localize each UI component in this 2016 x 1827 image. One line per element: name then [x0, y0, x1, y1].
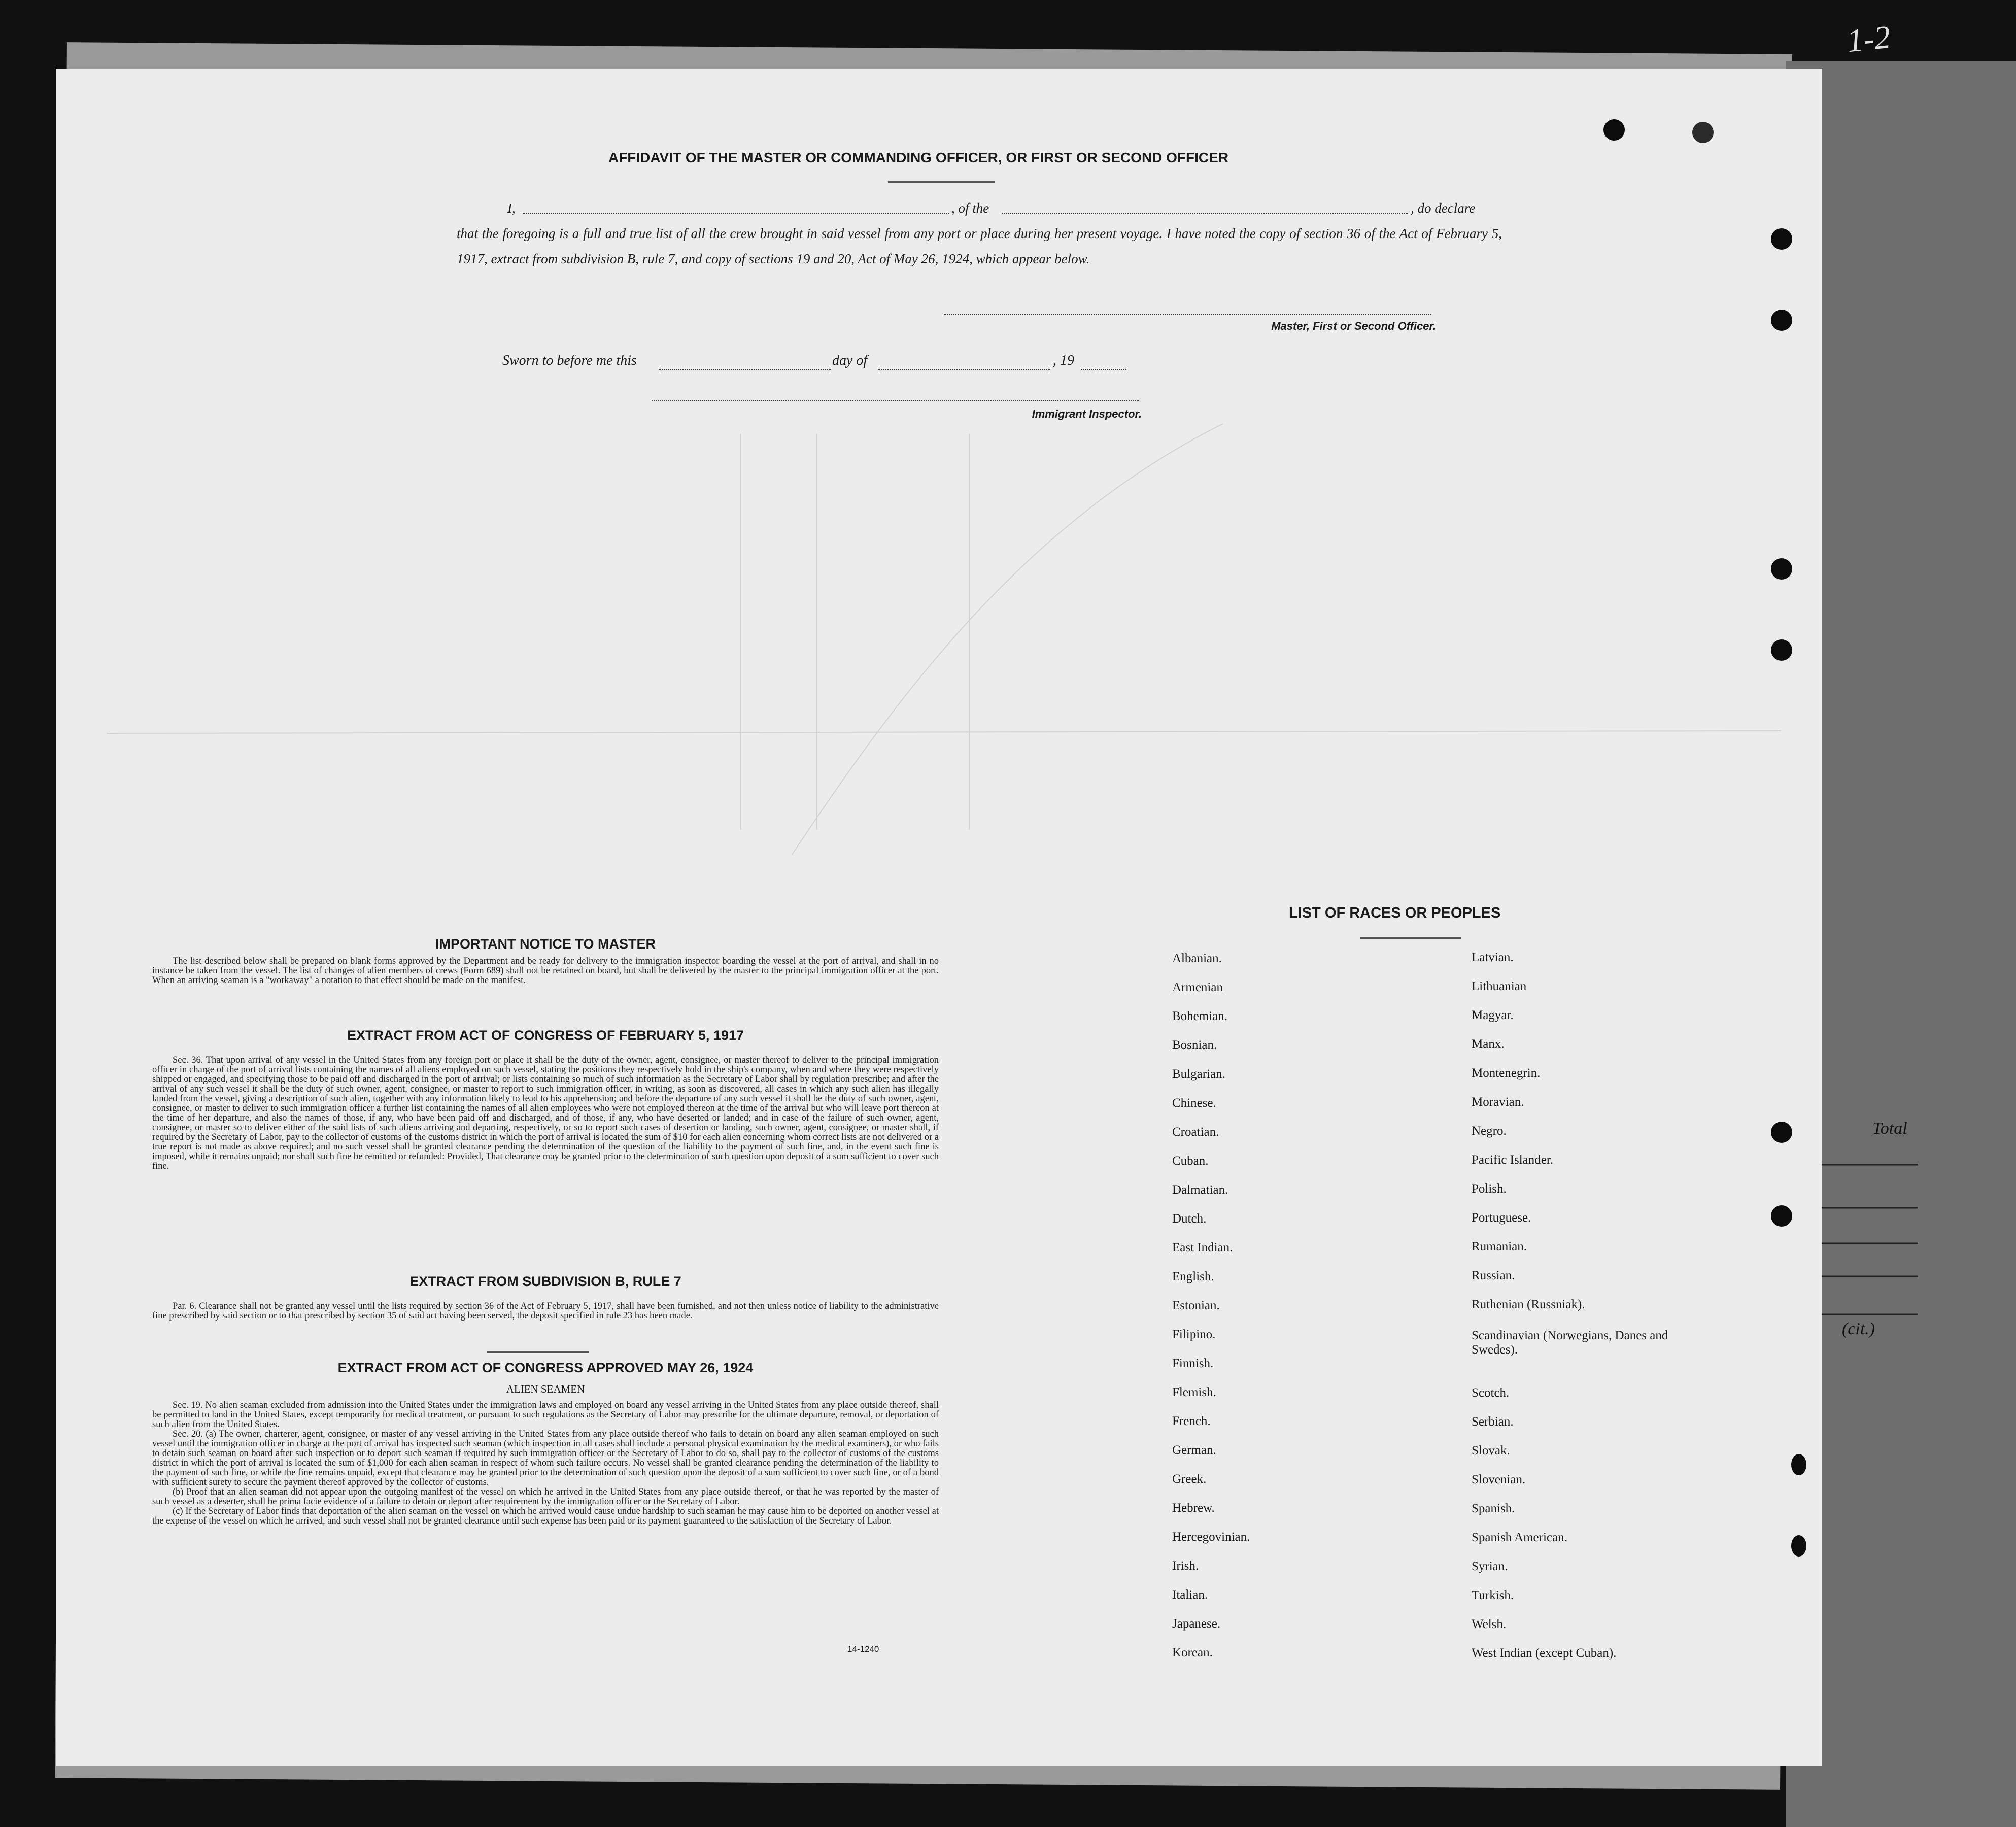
day-of-label: day of [832, 353, 868, 368]
sec-20b-text: (b) Proof that an alien seaman did not appear upon the outgoing manifest of the vessel on which he arrived in the United States from any place outside thereof, or that he was reported by the master of such vessel as a deserter, shall be prima facie evidence of a failure to detain or deport after requirement by the immigration officer or the Secretary of Labor. [152, 1487, 939, 1507]
race-item: Armenian [1172, 980, 1223, 994]
race-item: Chinese. [1172, 1096, 1216, 1110]
race-item: Flemish. [1172, 1385, 1216, 1399]
inspector-label: Immigrant Inspector. [1032, 408, 1142, 420]
signature-label: Master, First or Second Officer. [1271, 320, 1436, 332]
race-item: East Indian. [1172, 1241, 1233, 1255]
sec-36-text: Sec. 36. That upon arrival of any vessel in the United States from any foreign port or place it shall be the duty of the owner, agent, consignee, or master thereof to deliver to the principal immigration officer in charge of the port of arrival lists containing the names of all aliens employed on such vessel, stating the positions they respectively hold in the ship's company, when and where they were respectively shipped or engaged, and specifying those to be paid off and discharged in the port of arrival; or lists containing so much of such information as the Secretary of Labor shall by regulation prescribe; and after the arrival of any such vessel it shall be the duty of such owner, agent, consignee, or master to report to such immigration officer, in writing, as soon as discovered, all cases in which any such alien has illegally landed from the vessel, giving a description of such alien, together with any information likely to lead to his apprehension; and before the departure of any such vessel it shall be the duty of such owner, agent, consignee, or master to deliver to such immigration officer a further list containing the names of all alien employees who were not employed thereon at the time of the arrival but who will leave port thereon at the time of her departure, and also the names of those, if any, who have been paid off and discharged, and of those, if any, who have deserted or landed; and in case of the failure of such owner, agent, consignee, or master so to deliver either of the said lists of such aliens arriving and departing, respectively, or so to report such cases of desertion or landing, such owner, agent, consignee, or master shall, if required by the Secretary of Labor, pay to the collector of customs of the customs district in which the port of arrival is located the sum of $10 for each alien concerning whom correct lists are not delivered or a true report is not made as above required; and no such vessel shall be granted clearance pending the determination of the question of the liability to the payment of such fine, and, in the event such fine is imposed, while it remains unpaid; nor shall such fine be remitted or refunded: Provided, That clearance may be granted prior to the determination of such question upon deposit of a sum sufficient to cover such fine. [152, 1055, 939, 1171]
punch-hole-icon [1771, 310, 1792, 331]
sworn-before-label: Sworn to before me this [502, 353, 637, 368]
affidavit-title: AFFIDAVIT OF THE MASTER OR COMMANDING OFFICER, OR FIRST OR SECOND OFFICER [608, 150, 1229, 165]
race-item: French. [1172, 1414, 1211, 1428]
race-item: Irish. [1172, 1559, 1199, 1573]
punch-hole-icon [1771, 228, 1792, 250]
race-item: Pacific Islander. [1472, 1153, 1554, 1167]
extract-1917-title: EXTRACT FROM ACT OF CONGRESS OF FEBRUARY 5, 1917 [347, 1028, 744, 1043]
race-item: English. [1172, 1270, 1214, 1283]
punch-hole-icon [1771, 1205, 1792, 1227]
punch-hole-icon [1603, 119, 1625, 141]
race-item: Montenegrin. [1472, 1066, 1541, 1080]
race-item: Turkish. [1472, 1588, 1514, 1602]
race-item: Portuguese. [1472, 1211, 1531, 1225]
page-number-mark: 1-2 [1845, 18, 1892, 59]
race-item: Spanish. [1472, 1502, 1515, 1515]
punch-hole-icon [1791, 1535, 1806, 1557]
punch-hole-icon [1692, 122, 1714, 143]
declaration-do-declare: , do declare [1411, 200, 1476, 216]
race-item: Negro. [1472, 1124, 1507, 1138]
sec-20c-text: (c) If the Secretary of Labor finds that deportation of the alien seaman on the vessel on which he arrived would cause undue hardship to such seaman he may cause him to be deported on another vessel at the expense of the vessel on which he arrived, and such vessel shall not be granted clearance until such expense has been paid or its payment guaranteed to the satisfaction of the Secretary of Labor. [152, 1506, 939, 1526]
par-6-text: Par. 6. Clearance shall not be granted any vessel until the lists required by section 36 of the Act of February 5, 1917, shall have been furnished, and not then unless notice of liability to the administrative fine prescribed by said section or to that prescribed by section 35 of said act having been served, the deposit specified in rule 23 has been made. [152, 1301, 939, 1321]
form-number: 14-1240 [847, 1644, 879, 1654]
race-item: Rumanian. [1472, 1240, 1527, 1254]
notice-body [152, 957, 939, 986]
punch-hole-icon [1771, 1122, 1792, 1143]
rule-7-title: EXTRACT FROM SUBDIVISION B, RULE 7 [409, 1274, 681, 1289]
race-item: Albanian. [1172, 952, 1222, 965]
sec-20a-text: Sec. 20. (a) The owner, charterer, agent, consignee, or master of any vessel arriving in the United States from any place outside thereof who fails to detain on board any alien seaman employed on such vessel until the immigration officer in charge at the port of arrival has inspected such seaman (which inspection in all cases shall include a personal physical examination by the medical examiners), or who fails to detain such seaman on board after such inspection or to deport such seaman if required by such immigration officer or the Secretary of Labor to do so, shall pay to the collector of customs of the customs district in which the port of arrival is located the sum of $1,000 for each alien seaman in respect of whom such failure occurs. No vessel shall be granted clearance pending the determination of the liability to the payment of such fine, or while the fine remains unpaid, except that clearance may be granted prior to the determination of such question upon the deposit of a sum sufficient to cover such fine, or of a bond with sufficient surety to secure the payment thereof approved by the collector of customs. [152, 1429, 939, 1487]
cit-label: (cit.) [1842, 1319, 1875, 1338]
extract-1924-body [152, 1401, 939, 1526]
race-item: Scotch. [1472, 1386, 1510, 1400]
race-item: Dalmatian. [1172, 1183, 1228, 1197]
declaration-of-the: , of the [951, 200, 989, 216]
notice-title: IMPORTANT NOTICE TO MASTER [435, 936, 656, 952]
rule-7-rule [487, 1351, 589, 1353]
sec-19-text: Sec. 19. No alien seaman excluded from admission into the United States under the immigration laws and employed on board any vessel arriving in the United States from any place outside thereof, shall be permitted to land in the United States, except temporarily for medical treatment, or pursuant to such regulations as the Secretary of Labor may prescribe for the ultimate departure, removal, or deportation of such alien from the United States. [152, 1400, 939, 1430]
declaration-i: I, [507, 200, 516, 216]
total-label: Total [1872, 1119, 1907, 1138]
races-title-rule [1360, 937, 1461, 939]
race-item: Manx. [1472, 1037, 1505, 1051]
race-item: Estonian. [1172, 1299, 1220, 1312]
race-item: Ruthenian (Russniak). [1472, 1298, 1585, 1311]
form-page [56, 69, 1822, 1766]
alien-seamen-subtitle: ALIEN SEAMEN [506, 1383, 585, 1395]
race-item: Slovenian. [1472, 1473, 1526, 1486]
total-lines [1822, 1142, 1923, 1345]
race-item: Japanese. [1172, 1617, 1221, 1631]
race-item: Latvian. [1472, 951, 1514, 964]
race-item: Italian. [1172, 1588, 1208, 1602]
race-item: Filipino. [1172, 1328, 1216, 1341]
race-item: Moravian. [1472, 1095, 1524, 1109]
race-item: Hercegovinian. [1172, 1530, 1250, 1544]
race-item: Finnish. [1172, 1357, 1214, 1370]
race-item: Magyar. [1472, 1008, 1514, 1022]
race-item: Serbian. [1472, 1415, 1514, 1429]
notice-text: The list described below shall be prepared on blank forms approved by the Department and be ready for delivery to the immigration inspector boarding the vessel at the port of arrival, and shall in no instance be taken from the vessel. The list of changes of alien members of crews (Form 689) shall not be retained on board, but shall be delivered by the master to the principal immigration officer at the port. When an arriving seaman is a "workaway" a notation to that effect should be made on the manifest. [152, 956, 939, 986]
race-item: Hebrew. [1172, 1501, 1215, 1515]
race-item: Polish. [1472, 1182, 1507, 1196]
race-item: Welsh. [1472, 1617, 1507, 1631]
race-item: Scandinavian (Norwegians, Danes and Swedes). [1472, 1329, 1668, 1357]
race-item: Slovak. [1472, 1444, 1510, 1458]
rule-7-body [152, 1302, 939, 1321]
race-item: West Indian (except Cuban). [1472, 1646, 1617, 1660]
punch-hole-icon [1771, 639, 1792, 661]
race-item: German. [1172, 1443, 1216, 1457]
race-item: Spanish American. [1472, 1531, 1567, 1544]
race-item: Bulgarian. [1172, 1067, 1225, 1081]
race-item: Croatian. [1172, 1125, 1219, 1139]
race-item: Bosnian. [1172, 1038, 1217, 1052]
race-item: Bohemian. [1172, 1009, 1228, 1023]
race-item: Lithuanian [1472, 979, 1527, 993]
year-prefix: , 19 [1053, 353, 1074, 368]
race-item: Cuban. [1172, 1154, 1209, 1168]
race-item: Russian. [1472, 1269, 1515, 1282]
extract-1917-body [152, 1056, 939, 1171]
race-item: Syrian. [1472, 1560, 1508, 1573]
punch-hole-icon [1791, 1454, 1806, 1475]
race-item: Dutch. [1172, 1212, 1207, 1226]
race-item: Korean. [1172, 1646, 1213, 1660]
race-item: Greek. [1172, 1472, 1207, 1486]
declaration-body: that the foregoing is a full and true list of all the crew brought in said vessel from any port or place during her present voyage. I have noted the copy of section 36 of the Act of February 5, 1917, extract from subdivision B, rule 7, and copy of sections 19 and 20, Act of May 26, 1924, which appear below. [457, 226, 1502, 266]
punch-hole-icon [1771, 558, 1792, 580]
races-title: LIST OF RACES OR PEOPLES [1289, 905, 1501, 921]
extract-1924-title: EXTRACT FROM ACT OF CONGRESS APPROVED MAY 26, 1924 [337, 1360, 754, 1375]
